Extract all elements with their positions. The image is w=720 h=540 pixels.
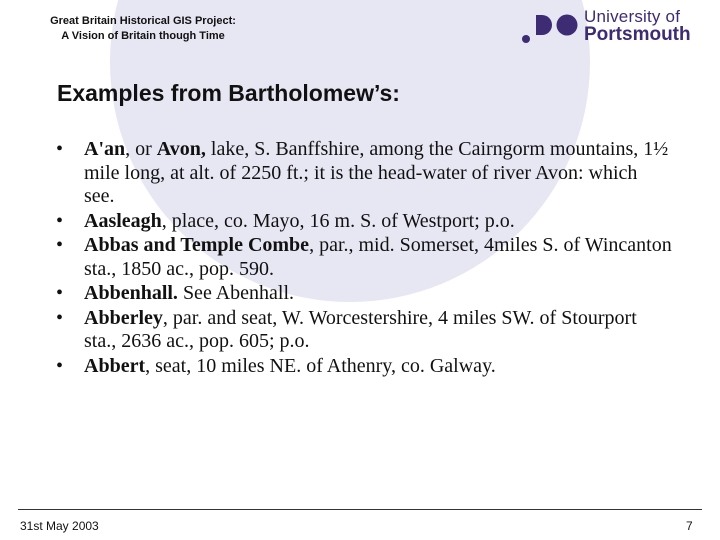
bullet: •	[56, 306, 64, 329]
logo-line-2: Portsmouth	[584, 24, 691, 45]
bullet: •	[56, 234, 64, 256]
gazetteer-entries	[52, 138, 672, 379]
logo-mark-icon	[520, 12, 580, 46]
list-item	[52, 307, 672, 354]
header-title	[18, 14, 268, 44]
entry-text: , par., mid. Somerset, 4miles S. of Wincanton sta., 1850 ac., pop. 590.	[84, 234, 672, 280]
entry-text: , par. and seat, W. Worcestershire, 4 miles SW. of Stourport sta., 2636 ac., pop. 605; p.o.	[84, 306, 637, 352]
entry-text: , or	[125, 138, 157, 160]
footer-date: 31st May 2003	[20, 519, 99, 533]
list-item	[52, 355, 672, 379]
entry-name-alt: Avon,	[156, 138, 206, 160]
entry-name: Abbas and Temple Combe	[84, 234, 310, 256]
list-item	[52, 210, 672, 234]
entry-text: lake, S. Banffshire, among the Cairngorm mountains, 1½ mile long, at alt. of 2250 ft.; it is the head-water of river Avon: which see.	[84, 138, 669, 207]
bullet: •	[56, 282, 64, 304]
entry-name: Abberley	[84, 306, 163, 329]
logo-line-1: University of	[584, 7, 681, 26]
bullet: •	[56, 138, 64, 160]
entry-name: Abbert	[84, 354, 146, 377]
footer-divider	[18, 509, 702, 510]
university-logo	[520, 8, 712, 48]
list-item	[52, 282, 672, 306]
page-number: 7	[686, 519, 693, 533]
bullet: •	[56, 354, 64, 377]
list-item	[52, 138, 672, 209]
list-item	[52, 234, 672, 281]
entry-text: , place, co. Mayo, 16 m. S. of Westport; p.o.	[161, 209, 515, 232]
bullet: •	[56, 209, 64, 232]
header-line-1: Great Britain Historical GIS Project:	[50, 15, 236, 27]
entry-name: A'an	[84, 138, 126, 160]
entry-name: Abbenhall.	[84, 282, 178, 304]
entry-text: , seat, 10 miles NE. of Athenry, co. Galway.	[145, 354, 496, 377]
header-line-2: A Vision of Britain though Time	[61, 30, 225, 42]
entry-name: Aasleagh	[84, 209, 162, 232]
entry-text: See Abenhall.	[177, 282, 295, 304]
slide-title: Examples from Bartholomew’s:	[57, 80, 400, 106]
